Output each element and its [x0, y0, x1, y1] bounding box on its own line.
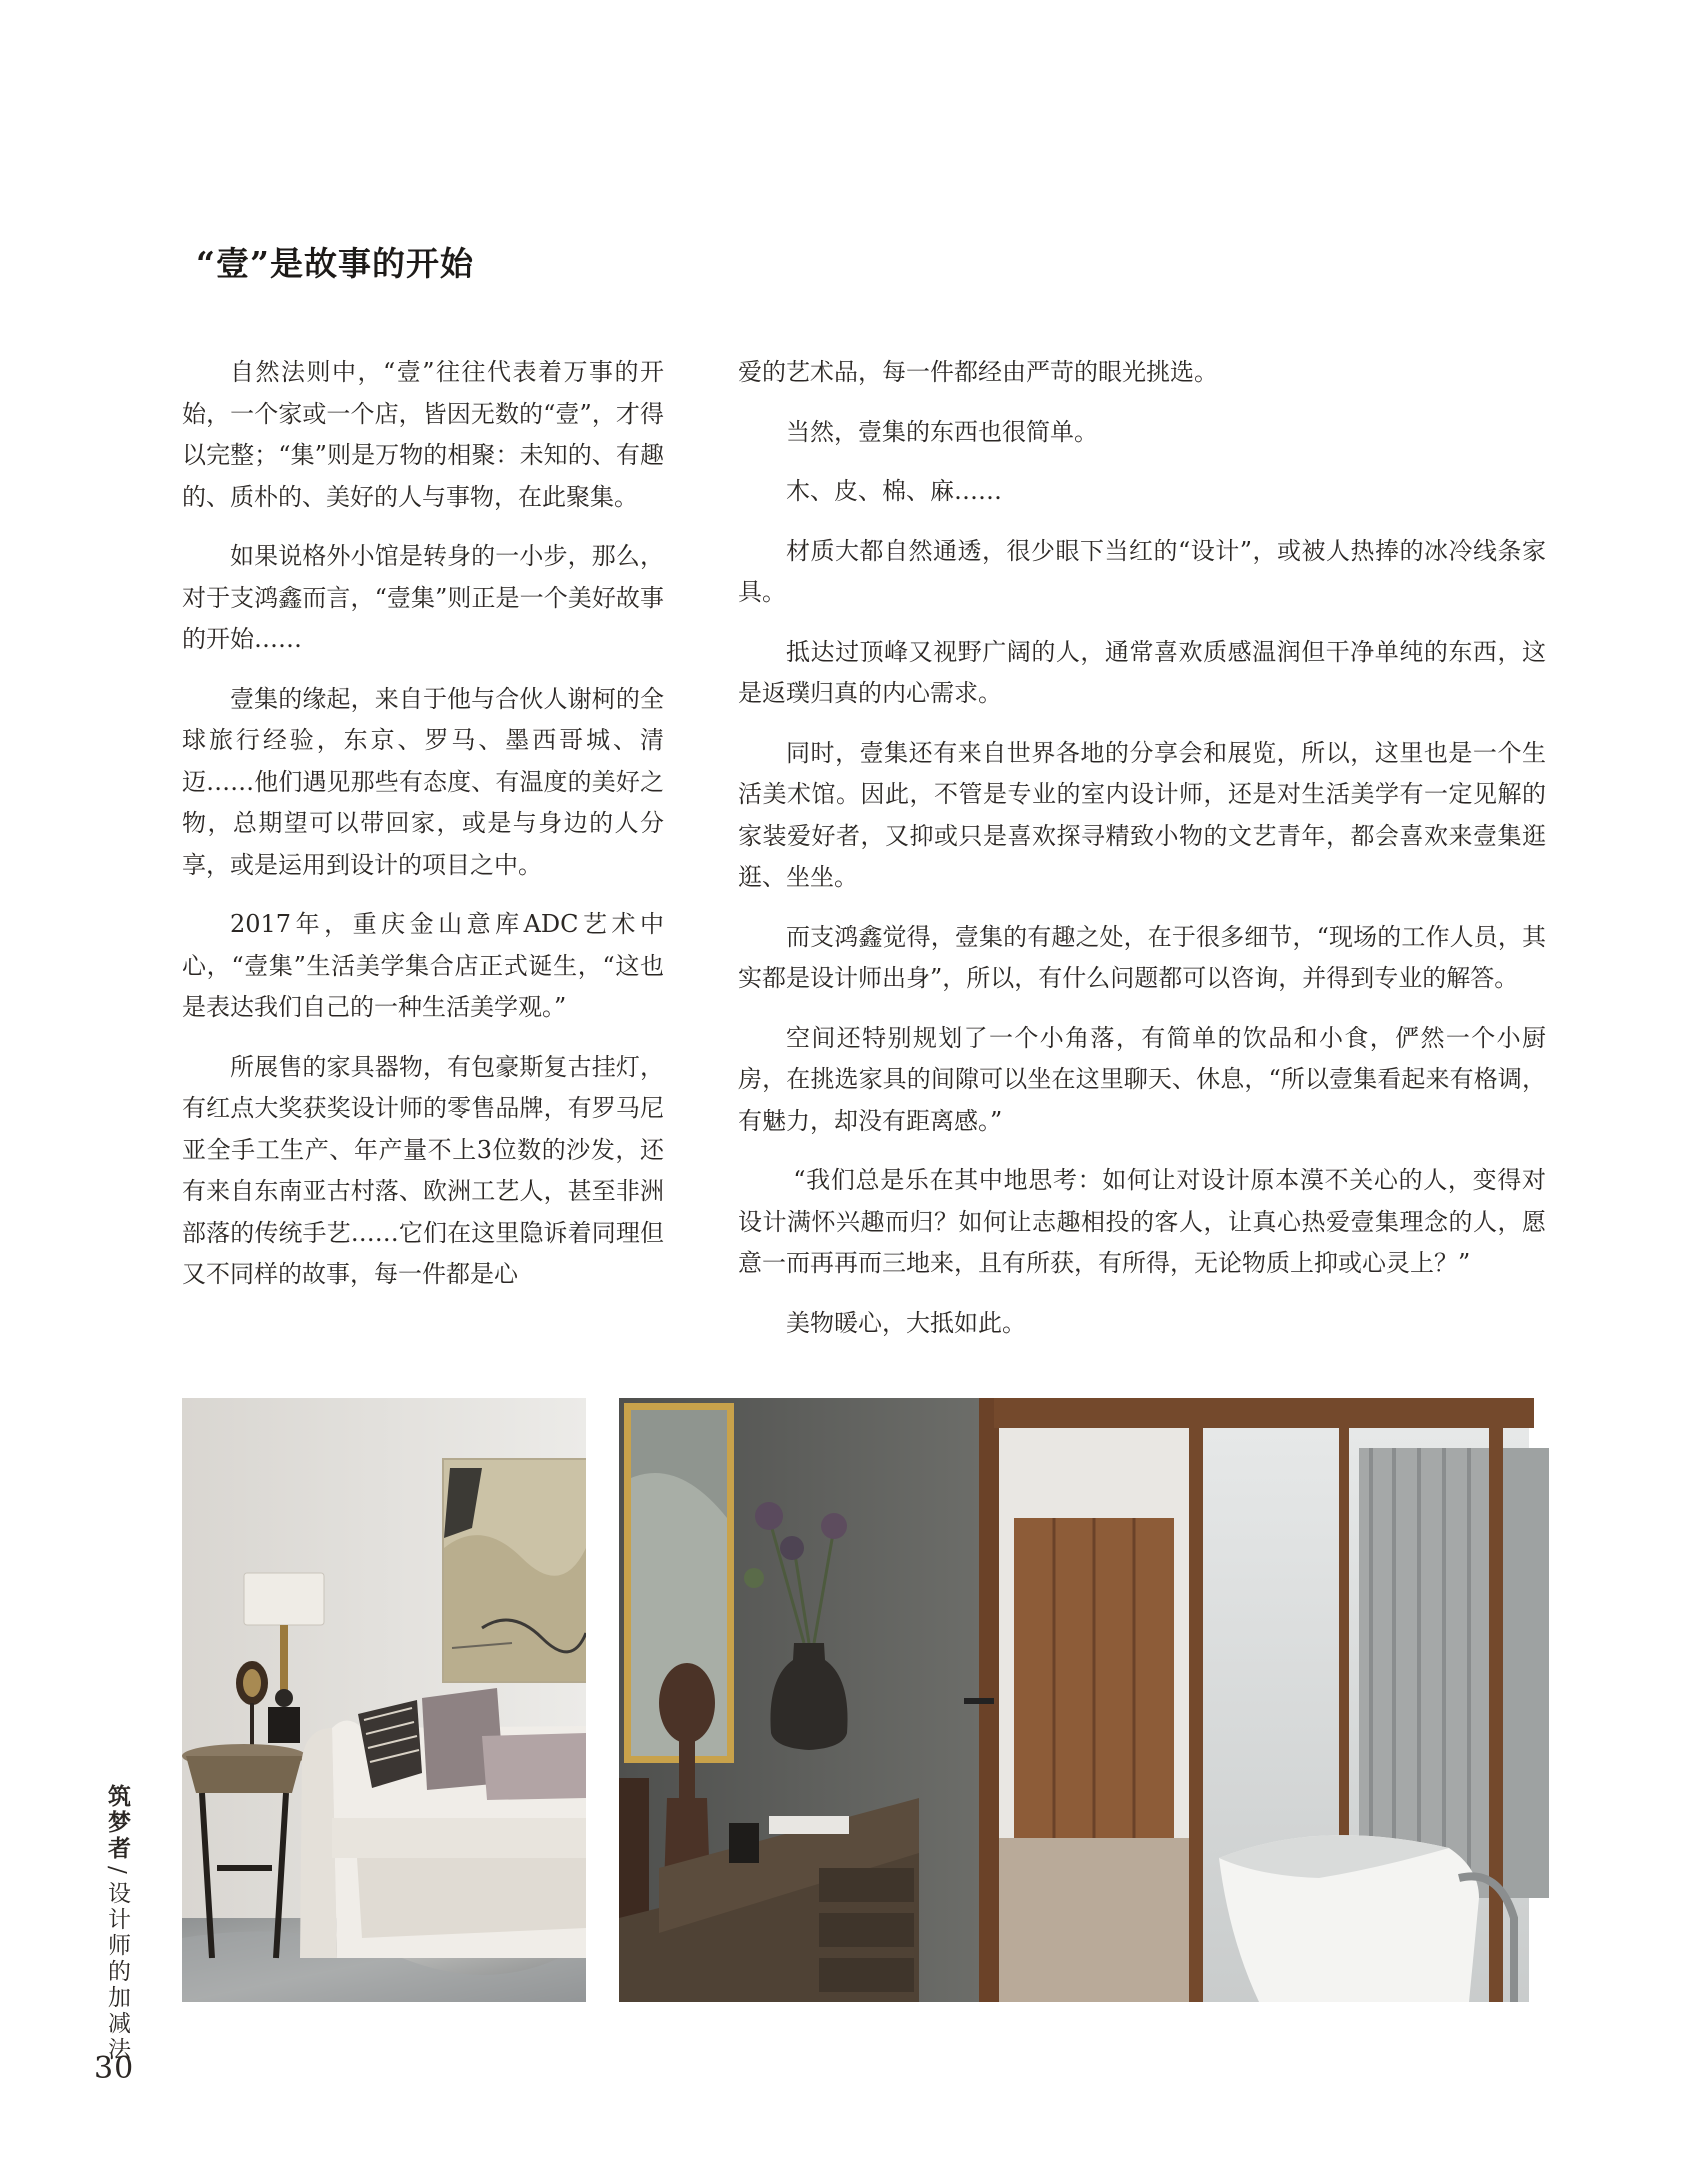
magazine-side-label: [100, 1784, 134, 2063]
paragraph: 壹集的缘起，来自于他与合伙人谢柯的全球旅行经验，东京、罗马、墨西哥城、清迈……他们遇见那些有态度、有温度的美好之物，总期望可以带回家，或是与身边的人分享，或是运用到设计的项目之中。: [182, 684, 664, 879]
paragraph: 空间还特别规划了一个小角落，有简单的饮品和小食，俨然一个小厨房，在挑选家具的间隙可以坐在这里聊天、休息，“所以壹集看起来有格调，有魅力，却没有距离感。”: [738, 1023, 1546, 1135]
paragraph: 当然，壹集的东西也很简单。: [786, 417, 1098, 446]
paragraph: 美物暖心，大抵如此。: [786, 1308, 1026, 1337]
photo-living-room: [182, 1398, 586, 2002]
body-column-left: [182, 352, 664, 1314]
paragraph: 而支鸿鑫觉得，壹集的有趣之处，在于很多细节，“现场的工作人员，其实都是设计师出身”，所以，有什么问题都可以咨询，并得到专业的解答。: [738, 922, 1546, 992]
page-number: 30: [94, 2051, 135, 2086]
paragraph: 木、皮、棉、麻……: [786, 477, 1002, 505]
paragraph: 抵达过顶峰又视野广阔的人，通常喜欢质感温润但干净单纯的东西，这是返璞归真的内心需求。: [738, 637, 1546, 707]
paragraph: 材质大都自然通透，很少眼下当红的“设计”，或被人热捧的冰冷线条家具。: [738, 536, 1546, 606]
paragraph: 2017年，重庆金山意库ADC艺术中心，“壹集”生活美学集合店正式诞生，“这也是表达我们自己的一种生活美学观。”: [182, 910, 664, 1021]
magazine-name: 筑梦者: [104, 1784, 131, 1862]
body-column-right: [738, 352, 1546, 1362]
paragraph: 所展售的家具器物，有包豪斯复古挂灯，有红点大奖获奖设计师的零售品牌，有罗马尼亚全手工生产、年产量不上3位数的沙发，还有来自东南亚古村落、欧洲工艺人，甚至非洲部落的传统手艺……它们在这里隐诉着同理但又不同样的故事，每一件都是心: [182, 1052, 664, 1288]
photo-interior-hallway: [619, 1398, 1549, 2002]
paragraph: “我们总是乐在其中地思考：如何让对设计原本漠不关心的人，变得对设计满怀兴趣而归？如何让志趣相投的客人，让真心热爱壹集理念的人，愿意一而再再而三地来，且有所获，有所得，无论物质上抑或心灵上？”: [738, 1166, 1546, 1277]
living-room-illustration: [182, 1398, 586, 2002]
paragraph: 爱的艺术品，每一件都经由严苛的眼光挑选。: [738, 358, 1218, 386]
paragraph: 自然法则中，“壹”往往代表着万事的开始，一个家或一个店，皆因无数的“壹”，才得以完整；“集”则是万物的相聚：未知的、有趣的、质朴的、美好的人与事物，在此聚集。: [182, 358, 664, 511]
label-separator: /: [104, 1866, 130, 1877]
interior-illustration: [619, 1398, 1549, 2002]
section-title: “壹”是故事的开始: [196, 244, 474, 283]
column-name: 设计师的加减法: [104, 1880, 130, 2063]
paragraph: 同时，壹集还有来自世界各地的分享会和展览，所以，这里也是一个生活美术馆。因此，不管是专业的室内设计师，还是对生活美学有一定见解的家装爱好者，又抑或只是喜欢探寻精致小物的文艺青年，都会喜欢来壹集逛逛、坐坐。: [738, 738, 1546, 891]
paragraph: 如果说格外小馆是转身的一小步，那么，对于支鸿鑫而言，“壹集”则正是一个美好故事的开始……: [182, 542, 664, 653]
